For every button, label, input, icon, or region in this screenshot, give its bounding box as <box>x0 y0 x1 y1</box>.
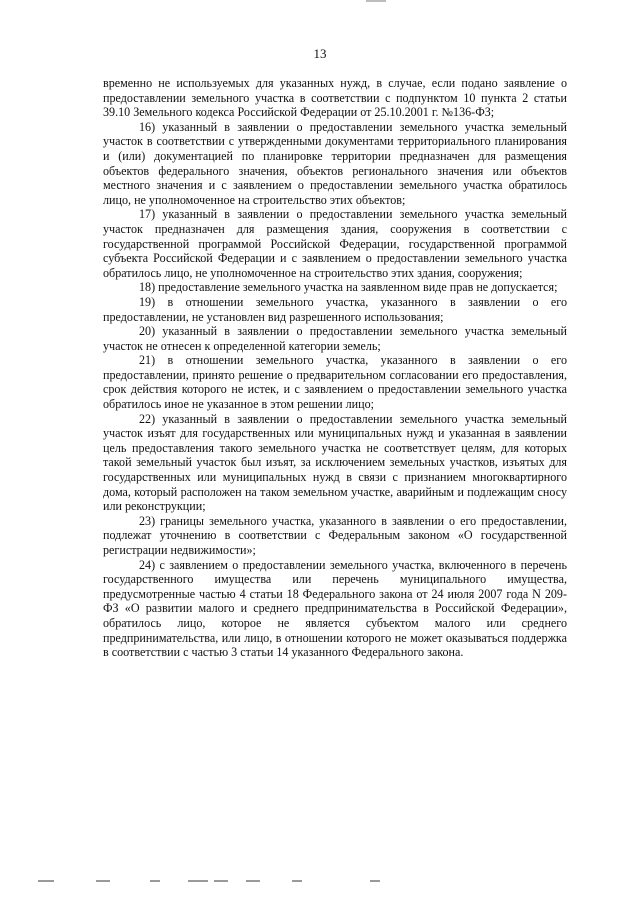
paragraph-item-16: 16) указанный в заявлении о предоставлении земельного участка земельный участок в соответствии с утвержденными документами территориального планирования и (или) документацией по планировке территории предназначен для размещения объектов федерального значения, объектов регионального значения или объектов местного значения и с заявлением о предоставлении земельного участка обратилось лицо, не уполномоченное на строительство этих объектов; <box>103 119 567 207</box>
scan-artifact <box>214 880 228 882</box>
paragraph-item-21: 21) в отношении земельного участка, указанного в заявлении о его предоставлении, принято решение о предварительном согласовании его предоставления, срок действия которого не истек, и с заявлением о предоставлении земельного участка обратилось иное не указанное в этом решении лицо; <box>103 353 567 412</box>
paragraph-item-18: 18) предоставление земельного участка на заявленном виде прав не допускается; <box>139 280 558 295</box>
scan-artifact <box>246 880 260 882</box>
paragraph-item-20: 20) указанный в заявлении о предоставлении земельного участка земельный участок не отнесен к определенной категории земель; <box>103 324 567 353</box>
paragraph-item-19: 19) в отношении земельного участка, указанного в заявлении о его предоставлении, не установлен вид разрешенного использования; <box>103 294 567 324</box>
page-number: 13 <box>313 46 327 61</box>
paragraph-item-24: 24) с заявлением о предоставлении земельного участка, включенного в перечень государственного имущества или перечень муниципального имущества, предусмотренные частью 4 статьи 18 Федерального закона от 24 июля 2007 года N 209-ФЗ «О развитии малого и среднего предпринимательства в Российской Федерации», обратилось лицо, которое не является субъектом малого или среднего предпринимательства, или лицо, в отношении которого не может оказываться поддержка в соответствии с частью 3 статьи 14 указанного Федерального закона. <box>103 557 567 660</box>
scan-artifact-top <box>366 0 386 2</box>
paragraph-item-22: 22) указанный в заявлении о предоставлении земельного участка земельный участок изъят для государственных или муниципальных нужд и указанная в заявлении цель предоставления такого земельного участка не соответствует целям, для которых такой земельный участок был изъят, за исключением земельных участков, изъятых для государственных или муниципальных нужд в связи с признанием многоквартирного дома, который расположен на таком земельном участке, аварийным и подлежащим сносу или реконструкции; <box>103 411 567 514</box>
scan-artifact <box>38 880 54 882</box>
scan-artifact <box>188 880 208 882</box>
scan-artifact <box>370 880 380 882</box>
document-body <box>103 76 567 660</box>
scan-artifact <box>292 880 302 882</box>
scan-artifact <box>150 880 160 882</box>
paragraph-continuation: временно не используемых для указанных нужд, в случае, если подано заявление о предоставлении земельного участка в соответствии с подпунктом 10 пункта 2 статьи 39.10 Земельного кодекса Российской Федерации от 25.10.2001 г. №136-ФЗ; <box>103 76 567 120</box>
scan-artifact <box>96 880 110 882</box>
paragraph-item-17: 17) указанный в заявлении о предоставлении земельного участка земельный участок предназначен для размещения здания, сооружения в соответствии с государственной программой Российской Федерации, государственной программой субъекта Российской Федерации и с заявлением о предоставлении земельного участка обратилось лицо, не уполномоченное на строительство этих здания, сооружения; <box>103 207 567 280</box>
paragraph-item-23: 23) границы земельного участка, указанного в заявлении о его предоставлении, подлежат уточнению в соответствии с Федеральным законом «О государственной регистрации недвижимости»; <box>103 513 567 557</box>
